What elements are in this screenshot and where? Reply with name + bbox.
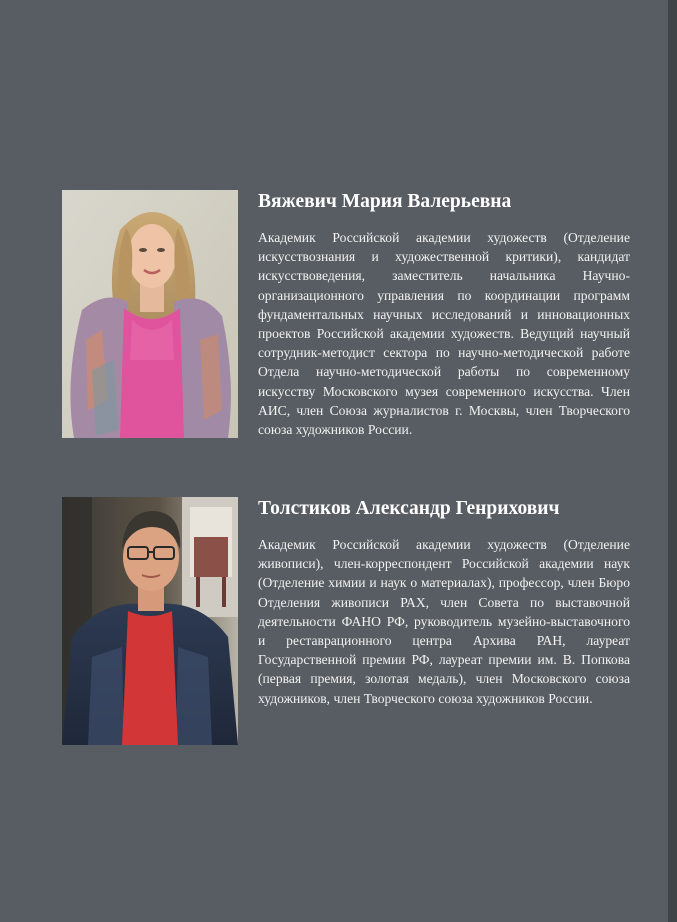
bio-text-1 [258, 190, 630, 439]
bio-text-2 [258, 497, 630, 708]
portrait-woman-image [62, 190, 238, 438]
portrait-photo-2 [62, 497, 238, 745]
portrait-photo-1 [62, 190, 238, 438]
person-description-2: Академик Российской академии художеств (Отделение живописи), член-корреспондент Российской академии наук (Отделение химии и наук о материалах), профессор, член Бюро Отделения живописи РАХ, член Совета по выставочной деятельности ФАНО РФ, руководитель музейно-выставочного и реставрационного центра Архива РАН, лауреат Государственной премии РФ, лауреат премии им. В. Попкова (первая премия, золотая медаль), член Московского союза художников, член Творческого союза художников России. [258, 537, 630, 706]
portrait-man-image [62, 497, 238, 745]
person-description-1: Академик Российской академии художеств (Отделение искусствознания и художественной критики), кандидат искусствоведения, заместитель начальника Научно-организационного управления по координации программ фундаментальных научных исследований и инновационных проектов Российской академии художеств. Ведущий научный сотрудник-методист сектора по научно-методической работе Отдела научно-методической работы по современному искусству Московского музея современного искусства. Член АИС, член Союза журналистов г. Москвы, член Творческого союза художников России. [258, 230, 630, 438]
page-edge-shadow [668, 0, 677, 922]
person-name-1: Вяжевич Мария Валерьевна [258, 191, 512, 212]
person-name-2: Толстиков Александр Генрихович [258, 498, 560, 519]
